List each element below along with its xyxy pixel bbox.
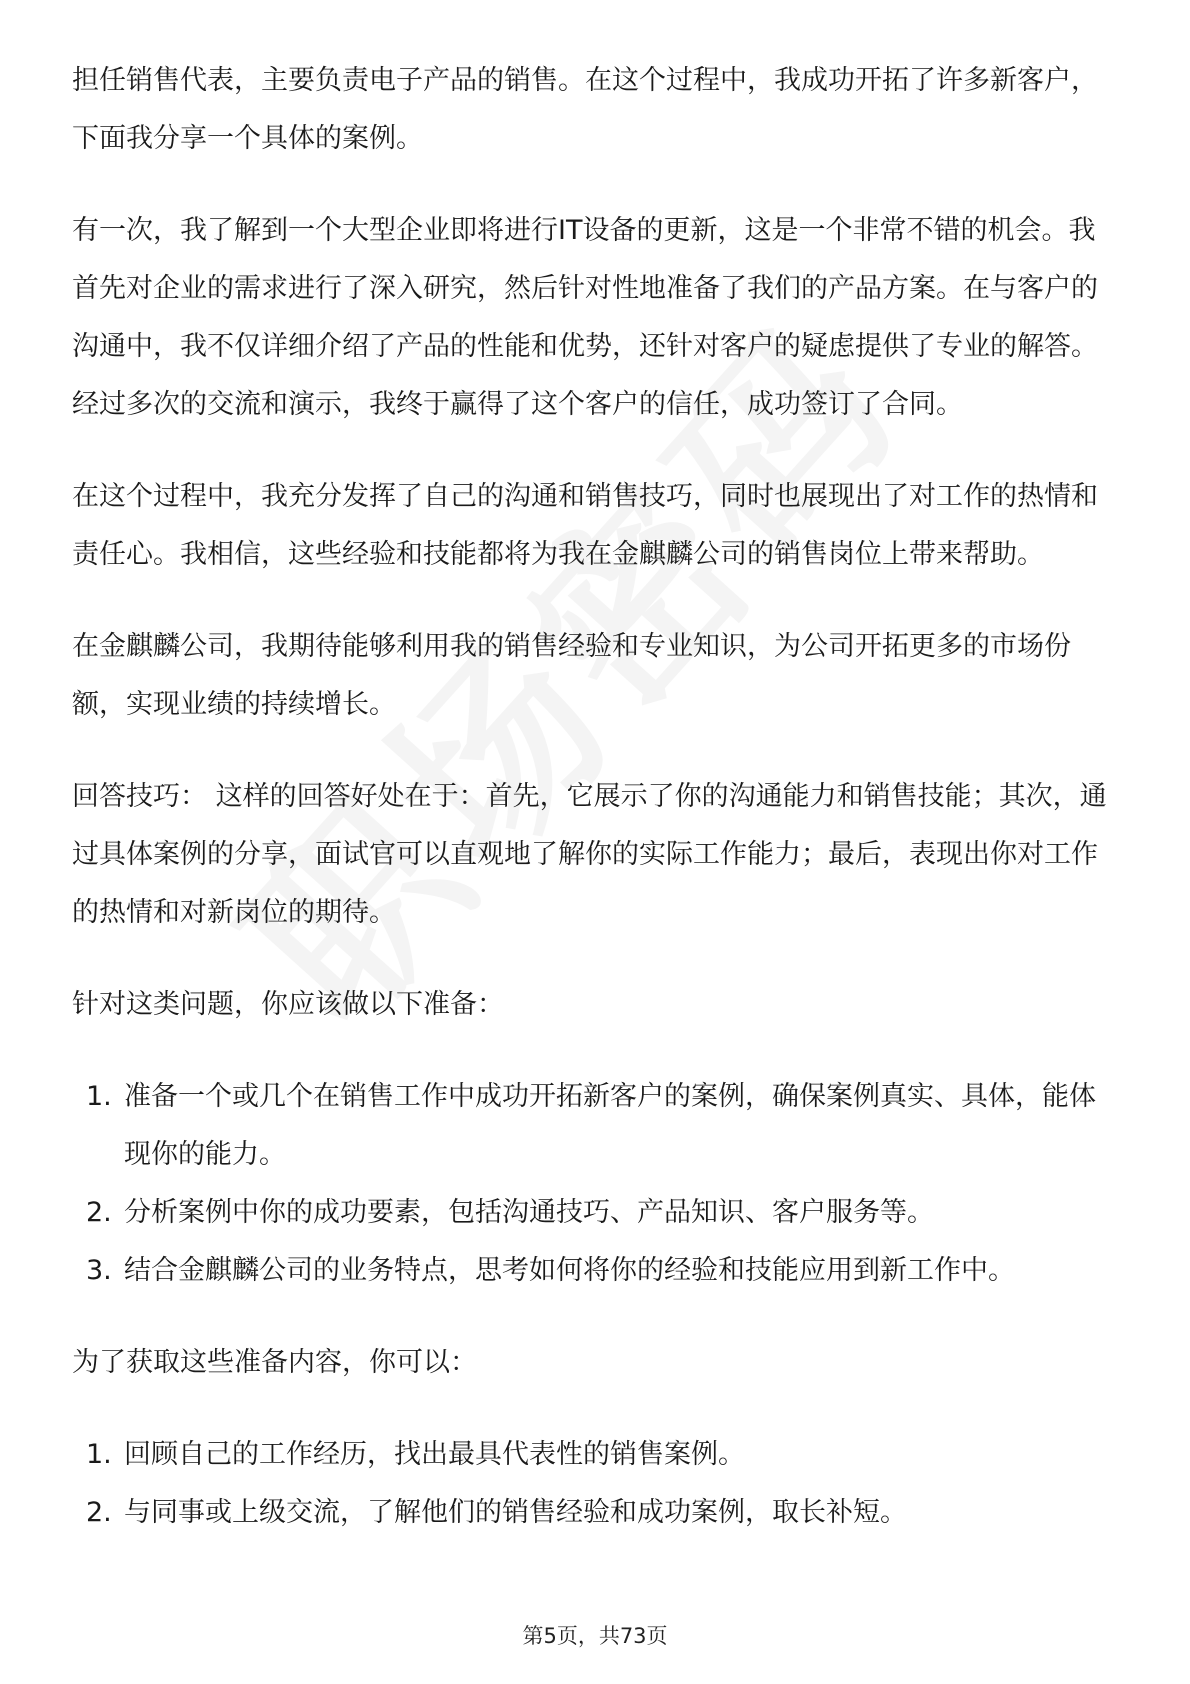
list-item-text: 结合金麒麟公司的业务特点，思考如何将你的经验和技能应用到新工作中。 — [124, 1255, 1015, 1286]
preparation-list — [72, 1068, 1118, 1300]
list-item-text: 分析案例中你的成功要素，包括沟通技巧、产品知识、客户服务等。 — [124, 1197, 934, 1228]
list-item-number: 1. — [86, 1081, 112, 1112]
list-item-number: 1. — [86, 1439, 112, 1470]
paragraph-expectation: 在金麒麟公司，我期待能够利用我的销售经验和专业知识，为公司开拓更多的市场份额，实现业绩的持续增长。 — [72, 631, 1071, 720]
list-item — [72, 1484, 1118, 1542]
list-item-number: 3. — [86, 1255, 112, 1286]
list-item-text: 准备一个或几个在销售工作中成功开拓新客户的案例，确保案例真实、具体，能体现你的能力。 — [124, 1081, 1096, 1170]
paragraph-intro: 担任销售代表，主要负责电子产品的销售。在这个过程中，我成功开拓了许多新客户，下面我分享一个具体的案例。 — [72, 65, 1098, 154]
list-item — [72, 1184, 1118, 1242]
paragraph-answer-tips: 回答技巧： 这样的回答好处在于：首先，它展示了你的沟通能力和销售技能；其次，通过具体案例的分享，面试官可以直观地了解你的实际工作能力；最后，表现出你对工作的热情和对新岗位的期待。 — [72, 781, 1107, 928]
list-item — [72, 1068, 1118, 1184]
list-item-text: 回顾自己的工作经历，找出最具代表性的销售案例。 — [124, 1439, 745, 1470]
paragraph-preparation-intro: 针对这类问题，你应该做以下准备： — [72, 989, 504, 1020]
list-item-text: 与同事或上级交流，了解他们的销售经验和成功案例，取长补短。 — [124, 1497, 907, 1528]
paragraph-skills: 在这个过程中，我充分发挥了自己的沟通和销售技巧，同时也展现出了对工作的热情和责任心。我相信，这些经验和技能都将为我在金麒麟公司的销售岗位上带来帮助。 — [72, 481, 1098, 570]
acquire-list — [72, 1426, 1118, 1542]
paragraph-acquire-intro: 为了获取这些准备内容，你可以： — [72, 1347, 477, 1378]
list-item-number: 2. — [86, 1197, 112, 1228]
document-page — [72, 52, 1118, 1576]
paragraph-case: 有一次，我了解到一个大型企业即将进行IT设备的更新，这是一个非常不错的机会。我首先对企业的需求进行了深入研究，然后针对性地准备了我们的产品方案。在与客户的沟通中，我不仅详细介绍了产品的性能和优势，还针对客户的疑虑提供了专业的解答。经过多次的交流和演示，我终于赢得了这个客户的信任，成功签订了合同。 — [72, 215, 1098, 420]
list-item-number: 2. — [86, 1497, 112, 1528]
list-item — [72, 1242, 1118, 1300]
page-footer: 第5页，共73页 — [522, 1624, 668, 1648]
list-item — [72, 1426, 1118, 1484]
